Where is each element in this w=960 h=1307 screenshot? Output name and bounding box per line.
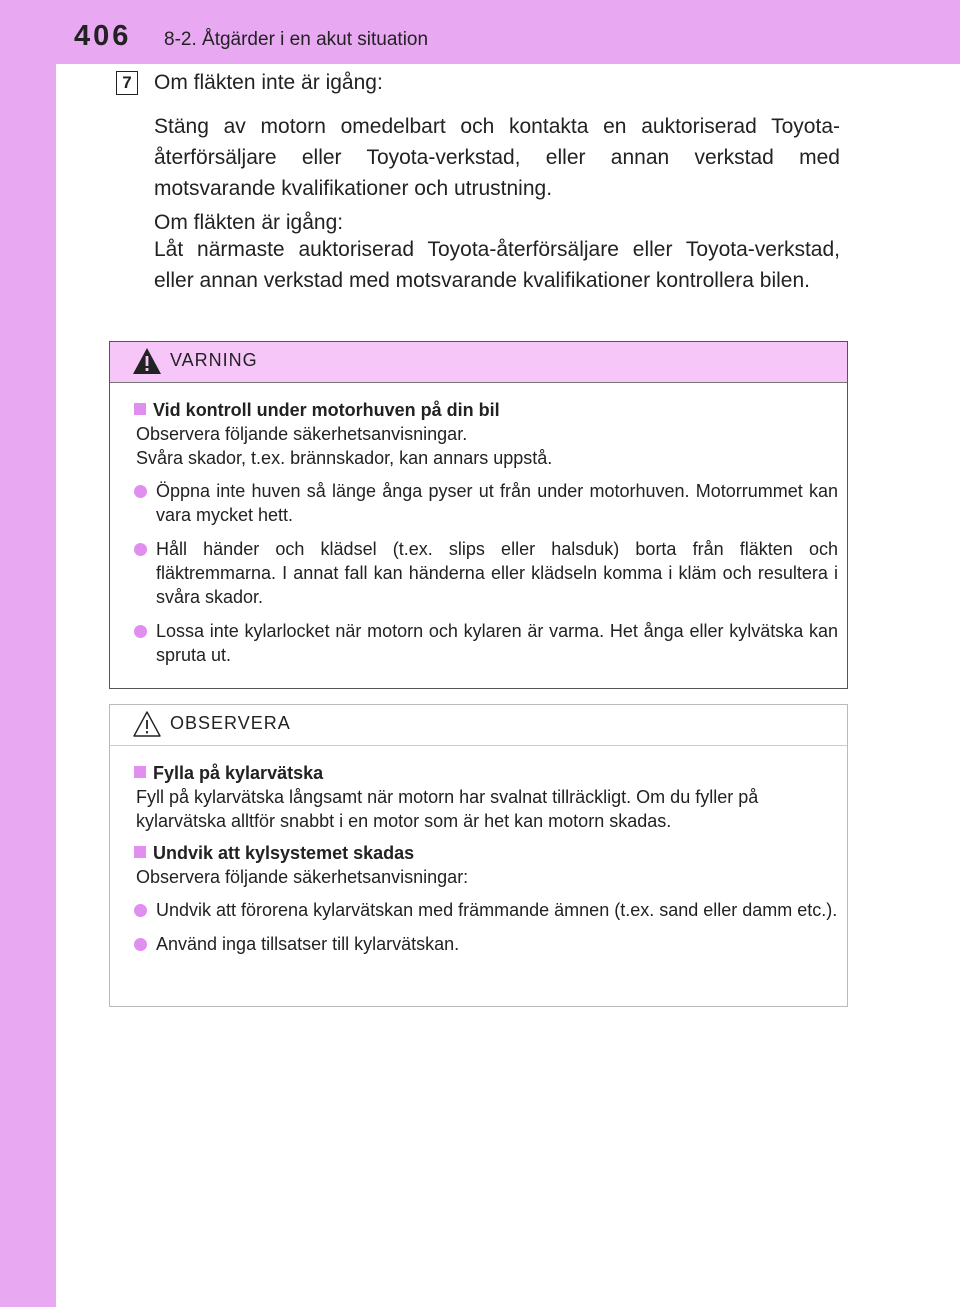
- side-color-band: [0, 0, 56, 1307]
- header-color-band: [0, 0, 960, 64]
- notice-heading: [134, 841, 838, 865]
- notice-bullet-text: Använd inga tillsatser till kylarvätskan.: [156, 934, 460, 954]
- notice-box: [109, 704, 848, 1007]
- step-paragraph: Om fläkten är igång:: [154, 211, 344, 234]
- warning-label: VARNING: [170, 350, 258, 370]
- step-paragraph: Om fläkten inte är igång:: [154, 71, 383, 94]
- notice-bullet-text: Undvik att förorena kylarvätskan med främmande ämnen (t.ex. sand eller damm etc.).: [156, 900, 838, 920]
- warning-bullet: [134, 537, 838, 609]
- warning-intro: Svåra skador, t.ex. brännskador, kan annars uppstå.: [136, 448, 553, 468]
- step-paragraph: Stäng av motorn omedelbart och kontakta en auktoriserad Toyota-återförsäljare eller Toyota-verkstad, eller annan verkstad med motsvarande kvalifikationer och utrustning.: [154, 115, 840, 200]
- step-number-box: 7: [116, 71, 138, 95]
- warning-bullet-text: Öppna inte huven så länge ånga pyser ut från under motorhuven. Motorrummet kan vara mycket hett.: [156, 481, 838, 525]
- warning-body: [110, 383, 847, 667]
- warning-header: [110, 342, 847, 383]
- round-bullet-icon: [134, 543, 147, 556]
- notice-bullet: [134, 898, 838, 922]
- warning-heading: [134, 398, 838, 422]
- notice-text: Fyll på kylarvätska långsamt när motorn har svalnat tillräckligt. Om du fyller på kylarvätska alltför snabbt i en motor som är het kan motorn skadas.: [136, 787, 759, 831]
- warning-intro: Observera följande säkerhetsanvisningar.: [136, 424, 468, 444]
- warning-heading-text: Vid kontroll under motorhuven på din bil: [153, 400, 500, 420]
- square-bullet-icon: [134, 846, 146, 858]
- notice-label: OBSERVERA: [170, 713, 291, 733]
- step-paragraph: Låt närmaste auktoriserad Toyota-återförsäljare eller Toyota-verkstad, eller annan verkstad med motsvarande kvalifikationer kontrollera bilen.: [154, 238, 840, 292]
- warning-bullet: [134, 619, 838, 667]
- caution-triangle-icon: [132, 710, 162, 738]
- warning-box: [109, 341, 848, 689]
- page-number: 406: [74, 20, 132, 52]
- notice-text: Observera följande säkerhetsanvisningar:: [136, 867, 469, 887]
- notice-heading-text: Fylla på kylarvätska: [153, 763, 324, 783]
- warning-bullet-text: Håll händer och klädsel (t.ex. slips eller halsduk) borta från fläkten och fläktremmarna. I annat fall kan händerna eller klädseln komma i kläm och resultera i svåra skador.: [156, 539, 838, 607]
- notice-header: [110, 705, 847, 746]
- square-bullet-icon: [134, 766, 146, 778]
- round-bullet-icon: [134, 904, 147, 917]
- notice-body: [110, 746, 847, 956]
- warning-bullet-text: Lossa inte kylarlocket när motorn och kylaren är varma. Het ånga eller kylvätska kan spruta ut.: [156, 621, 838, 665]
- round-bullet-icon: [134, 938, 147, 951]
- notice-bullet: [134, 932, 838, 956]
- round-bullet-icon: [134, 625, 147, 638]
- warning-triangle-icon: [132, 347, 162, 375]
- square-bullet-icon: [134, 403, 146, 415]
- warning-bullet: [134, 479, 838, 527]
- notice-heading-text: Undvik att kylsystemet skadas: [153, 843, 415, 863]
- notice-heading: [134, 761, 838, 785]
- section-title: 8-2. Åtgärder i en akut situation: [164, 29, 429, 50]
- round-bullet-icon: [134, 485, 147, 498]
